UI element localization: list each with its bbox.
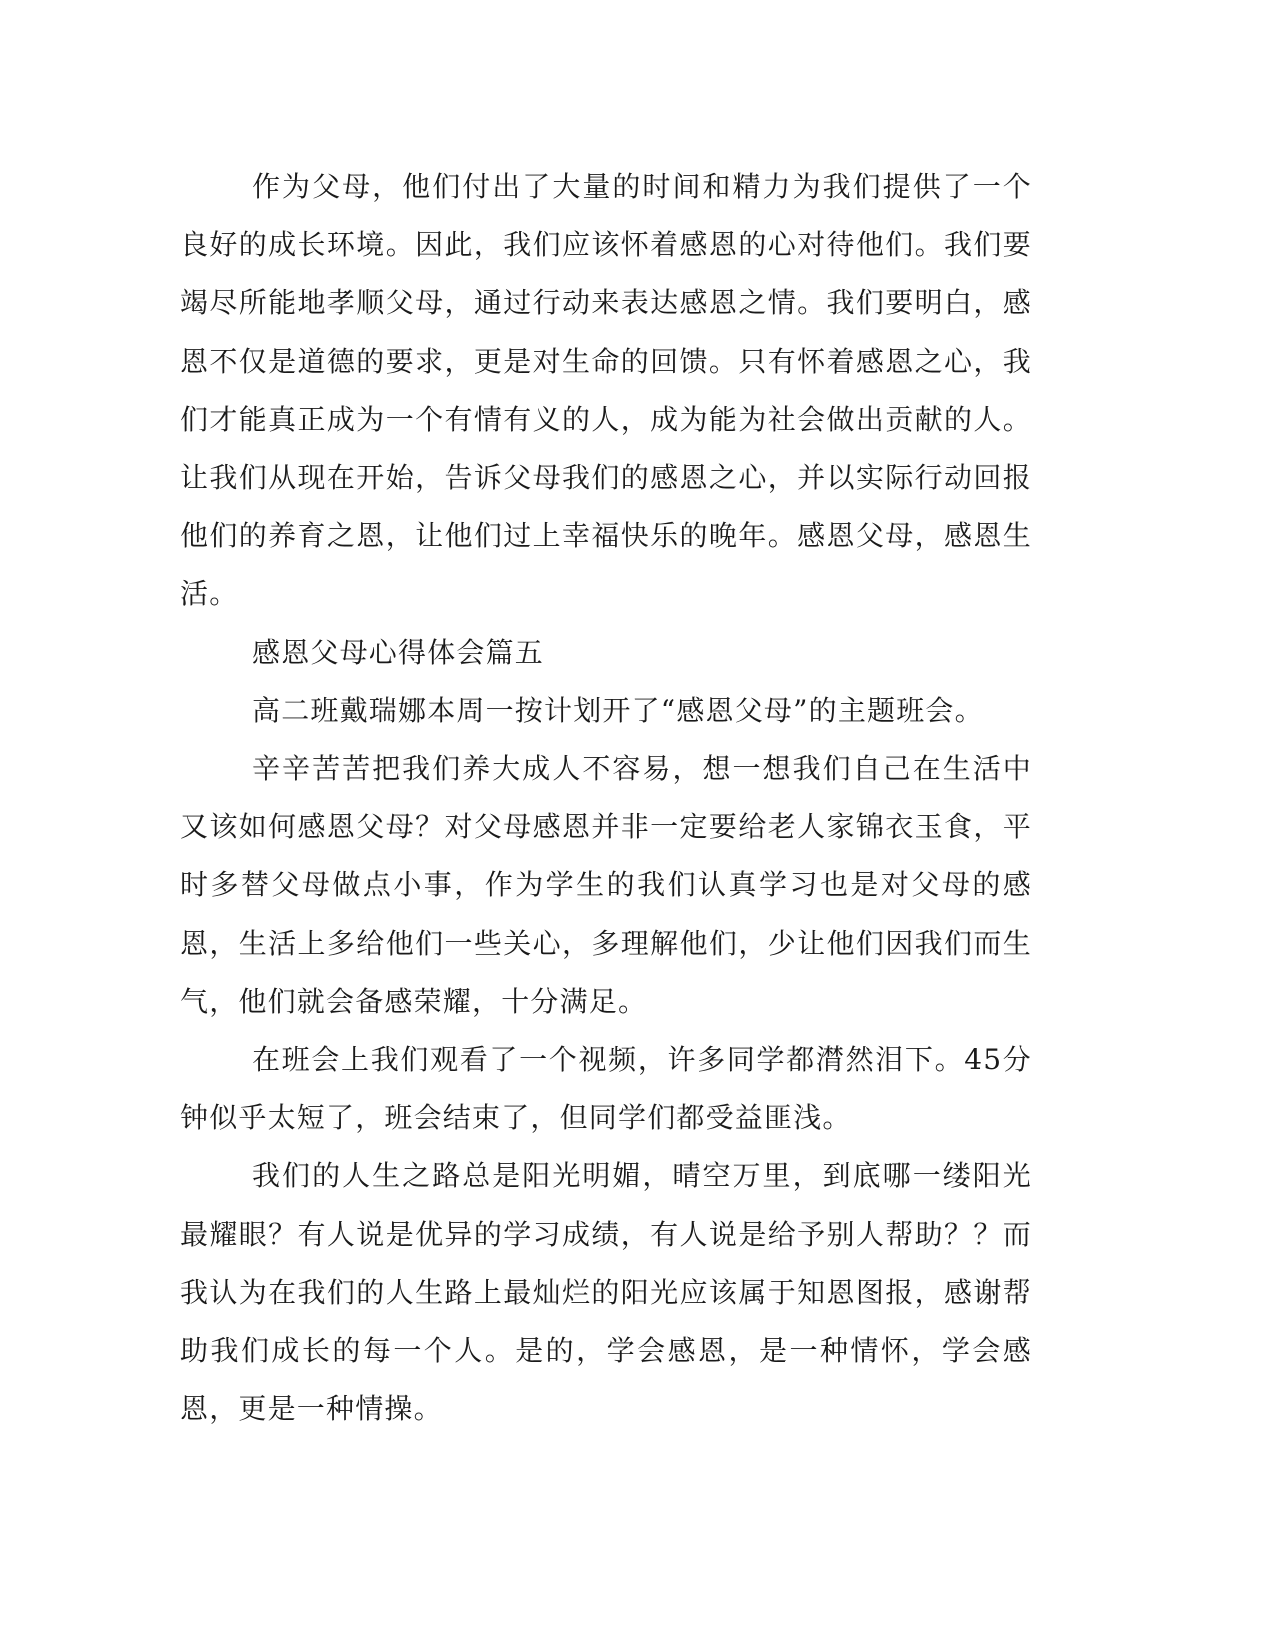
- document-body: [180, 158, 1032, 1438]
- paragraph-class-meeting: 高二班戴瑞娜本周一按计划开了“感恩父母”的主题班会。: [252, 693, 984, 727]
- paragraph-sunshine: 我们的人生之路总是阳光明媚，晴空万里，到底哪一缕阳光最耀眼？有人说是优异的学习成绩，有人说是给予别人帮助？？而我认为在我们的人生路上最灿烂的阳光应该属于知恩图报，感谢帮助我们成长的每一个人。是的，学会感恩，是一种情怀，学会感恩，更是一种情操。: [180, 1159, 1032, 1426]
- paragraph-video: 在班会上我们观看了一个视频，许多同学都潸然泪下。45分钟似乎太短了，班会结束了，但同学们都受益匪浅。: [180, 1043, 1032, 1135]
- paragraph-how-to-thank: 辛辛苦苦把我们养大成人不容易，想一想我们自己在生活中又该如何感恩父母？对父母感恩并非一定要给老人家锦衣玉食，平时多替父母做点小事，作为学生的我们认真学习也是对父母的感恩，生活上多给他们一些关心，多理解他们，少让他们因我们而生气，他们就会备感荣耀，十分满足。: [180, 752, 1032, 1018]
- paragraph-parents-effort: 作为父母，他们付出了大量的时间和精力为我们提供了一个良好的成长环境。因此，我们应该怀着感恩的心对待他们。我们要竭尽所能地孝顺父母，通过行动来表达感恩之情。我们要明白，感恩不仅是道德的要求，更是对生命的回馈。只有怀着感恩之心，我们才能真正成为一个有情有义的人，成为能为社会做出贡献的人。让我们从现在开始，告诉父母我们的感恩之心，并以实际行动回报他们的养育之恩，让他们过上幸福快乐的晚年。感恩父母，感恩生活。: [180, 170, 1032, 611]
- section-heading: 感恩父母心得体会篇五: [252, 635, 545, 669]
